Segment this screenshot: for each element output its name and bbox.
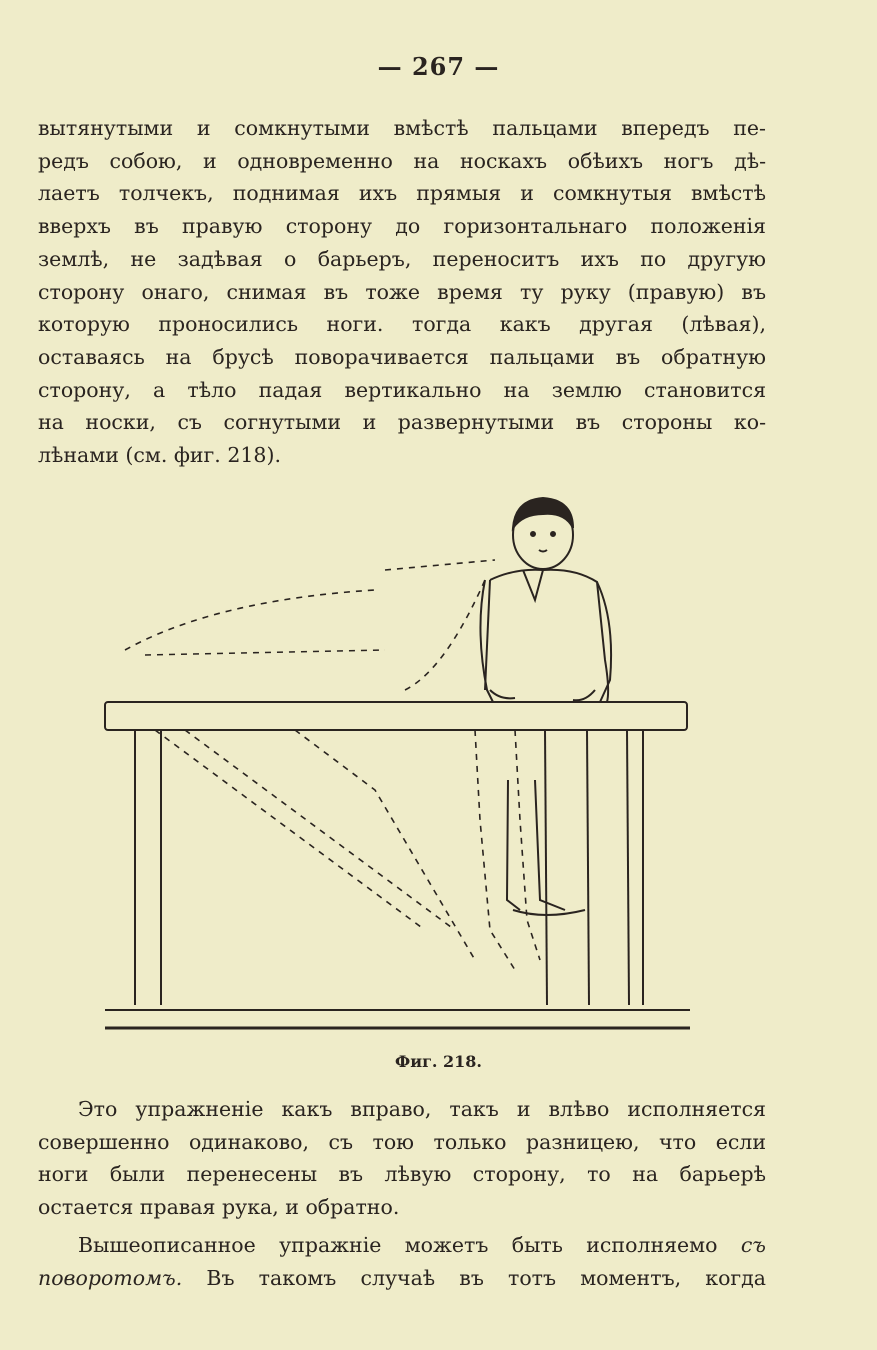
paragraph-line: остается правая рука, и обратно. xyxy=(38,1195,400,1220)
figure-caption: Фиг. 218. xyxy=(395,1052,482,1071)
paragraph-1 xyxy=(38,112,766,472)
paragraph-line: Это упражненіе какъ вправо, такъ и влѣво исполняется xyxy=(78,1097,766,1121)
paragraph-line: сторону онаго, снимая въ тоже время ту руку (правую) въ xyxy=(38,279,766,304)
paragraph-line: ноги были перенесены въ лѣвую сторону, то на барьерѣ xyxy=(38,1162,766,1187)
paragraph-line: сторону, а тѣло падая вертикально на землю становится xyxy=(38,377,766,402)
paragraph-line: вверхъ въ правую сторону до горизонтальнаго положенія xyxy=(38,214,766,239)
paragraph-line: которую проносились ноги. тогда какъ другая (лѣвая), xyxy=(38,312,766,337)
paragraph-line xyxy=(38,1262,766,1295)
paragraph-line: совершенно одинаково, съ тою только разницею, что если xyxy=(38,1129,766,1154)
paragraph-3 xyxy=(38,1229,766,1294)
paragraph-line xyxy=(38,1229,766,1262)
paragraph-line: на носки, съ согнутыми и развернутыми въ стороны ко- xyxy=(38,410,766,435)
barrier-beam xyxy=(105,702,687,730)
paragraph-line: вытянутыми и сомкнутыми вмѣстѣ пальцами впередъ пе- xyxy=(38,116,766,140)
paragraph-line: лаетъ толчекъ, поднимая ихъ прямыя и сомкнутыя вмѣстѣ xyxy=(38,181,766,206)
page-number: — 267 — xyxy=(377,52,500,81)
paragraph-text: Въ такомъ случаѣ въ тотъ моментъ, когда xyxy=(206,1265,766,1290)
paragraph-2 xyxy=(38,1093,766,1224)
paragraph-line: редъ собою, и одновременно на носкахъ обѣихъ ногъ дѣ- xyxy=(38,148,766,173)
paragraph-text: Вышеописанное упражніе можетъ быть исполняемо xyxy=(78,1233,718,1257)
paragraph-line: землѣ, не задѣвая о барьеръ, переноситъ ихъ по другую xyxy=(38,246,766,271)
figure-218-illustration xyxy=(95,490,705,1040)
paragraph-italic-text: съ xyxy=(740,1233,766,1257)
paragraph-line: оставаясь на брусѣ поворачивается пальцами въ обратную xyxy=(38,344,766,369)
paragraph-line: лѣнами (см. фиг. 218). xyxy=(38,443,281,468)
paragraph-italic-text: поворотомъ. xyxy=(38,1265,183,1290)
